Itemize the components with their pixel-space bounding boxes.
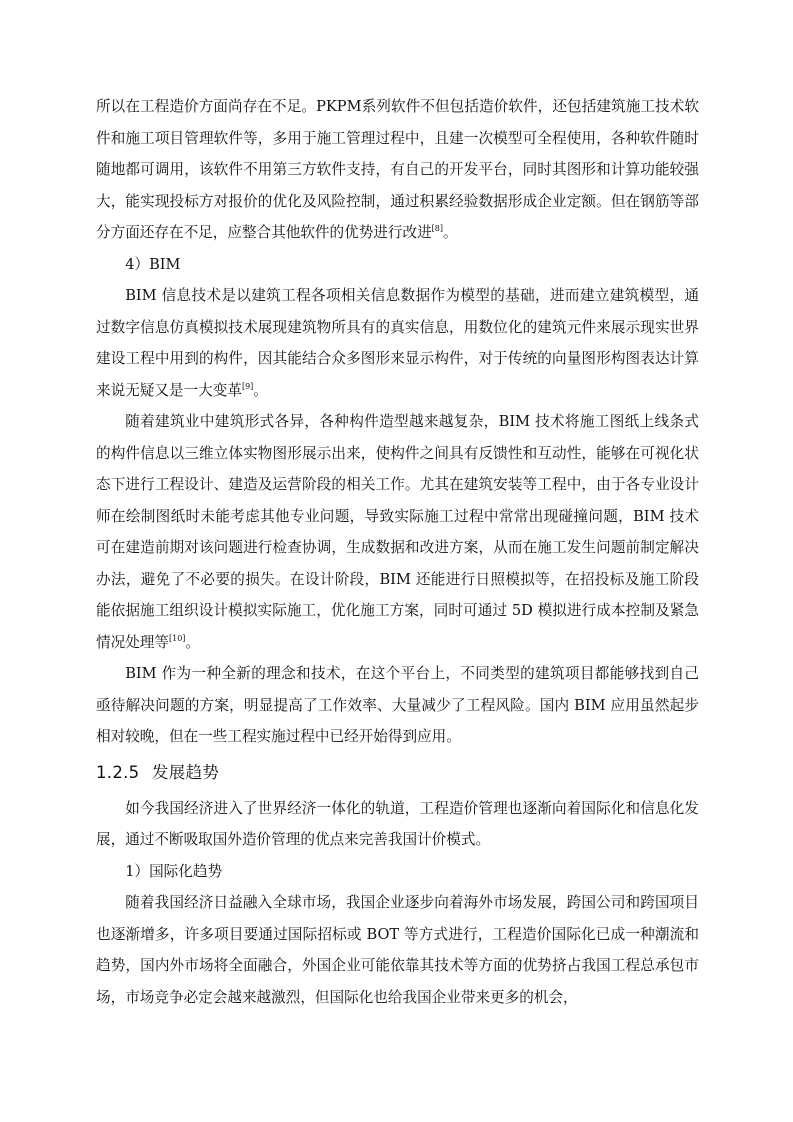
- paragraph-bim-intro-text: BIM 信息技术是以建筑工程各项相关信息数据作为模型的基础，进而建立建筑模型，通过数字信息仿真模拟技术展现建筑物所具有的真实信息，用数位化的建筑元件来展示现实世界建设工程中用到的构件，因其能结合众多图形来显示构件，对于传统的向量图形构图表达计算来说无疑又是一大变革: [96, 287, 699, 399]
- paragraph-international: 随着我国经济日益融入全球市场，我国企业逐步向着海外市场发展，跨国公司和跨国项目也逐渐增多，许多项目要通过国际招标或 BOT 等方式进行，工程造价国际化已成一种潮流和趋势，国内外市场将全面融合，外国企业可能依靠其技术等方面的优势挤占我国工程总承包市场，市场竞争必定会越来越激烈，但国际化也给我国企业带来更多的机会，: [96, 894, 699, 1006]
- section-title: 发展趋势: [152, 762, 220, 782]
- paragraph-bim-intro: [96, 280, 699, 406]
- document-body: [96, 91, 699, 1013]
- section-number: 1.2.5: [96, 762, 140, 782]
- citation-8: [8]: [431, 224, 444, 233]
- paragraph-bim-applications: [96, 406, 699, 658]
- paragraph-bim-applications-end: 。: [185, 633, 201, 651]
- list-item-bim: 4）BIM: [125, 255, 181, 273]
- citation-10: [10]: [168, 633, 186, 643]
- paragraph-pkpm-text: 所以在工程造价方面尚存在不足。PKPM系列软件不但包括造价软件，还包括建筑施工技术软件和施工项目管理软件等，多用于施工管理过程中，且建一次模型可全程使用，各种软件随时随地都可调用，该软件不用第三方软件支持，有自己的开发平台，同时其图形和计算功能较强大，能实现投标方对报价的优化及风险控制，通过积累经验数据形成企业定额。但在钢筋等部分方面还存在不足，应整合其他软件的优势进行改进: [96, 98, 699, 241]
- paragraph-trend-intro: 如今我国经济进入了世界经济一体化的轨道，工程造价管理也逐渐向着国际化和信息化发展，通过不断吸取国外造价管理的优点来完善我国计价模式。: [96, 799, 699, 848]
- citation-9: [9]: [241, 381, 254, 391]
- list-item-international: 1）国际化趋势: [125, 862, 223, 880]
- paragraph-bim-intro-end: 。: [253, 381, 268, 399]
- paragraph-pkpm: [96, 91, 699, 249]
- paragraph-pkpm-end: 。: [443, 224, 458, 241]
- paragraph-bim-applications-text: 随着建筑业中建筑形式各异，各种构件造型越来越复杂，BIM 技术将施工图纸上线条式的构件信息以三维立体实物图形展示出来，使构件之间具有反馈性和互动性，能够在可视化状态下进行工程设计、建造及运营阶段的相关工作。尤其在建筑安装等工程中，由于各专业设计师在绘制图纸时未能考虑其他专业问题，导致实际施工过程中常常出现碰撞问题，BIM 技术可在建造前期对该问题进行检查协调，生成数据和改进方案，从而在施工发生问题前制定解决办法，避免了不必要的损失。在设计阶段，BIM 还能进行日照模拟等，在招投标及施工阶段能依据施工组织设计模拟实际施工，优化施工方案，同时可通过 5D 模拟进行成本控制及紧急情况处理等: [96, 413, 699, 651]
- section-heading: [96, 753, 699, 793]
- paragraph-bim-summary: BIM 作为一种全新的理念和技术，在这个平台上，不同类型的建筑项目都能够找到自己亟待解决问题的方案，明显提高了工作效率、大量减少了工程风险。国内 BIM 应用虽然起步相对较晚，但在一些工程实施过程中已经开始得到应用。: [96, 665, 699, 745]
